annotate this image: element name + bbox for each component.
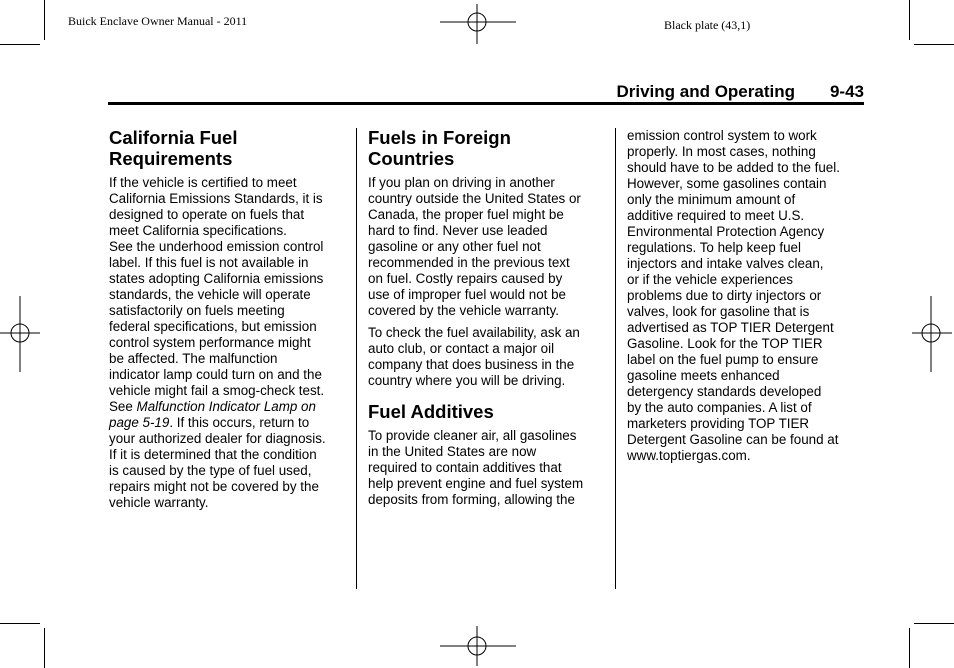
california-fuel-heading: California Fuel Requirements: [109, 127, 238, 169]
mil-cross-reference-link[interactable]: Malfunction Indicator Lamp on: [136, 399, 316, 414]
header-rule: [108, 102, 864, 105]
column-3: [627, 128, 865, 470]
foreign-fuels-paragraph-1: If you plan on driving in another country outside the United States or Canada, the proper fuel might be hard to find. Never use leaded gasoline or any other fuel not recommended in the previous text on fuel. Costly repairs caused by use of improper fuel would not be covered by the vehicle warranty.: [368, 175, 581, 318]
fuel-additives-heading: Fuel Additives: [368, 401, 494, 422]
crop-mark-bottom-right-v: [909, 628, 910, 668]
section-title: Driving and Operating: [616, 82, 795, 101]
column-divider-1: [356, 128, 357, 589]
registration-mark-top-icon: [440, 4, 516, 44]
california-fuel-paragraph: If the vehicle is certified to meet California Emissions Standards, it is designed to operate on fuels that meet California specifications. See the underhood emission control label. If this fuel is not available in states adopting California emissions standards, the vehicle will operate satisfactorily on fuels meeting federal specifications, but emission control system performance might be affected. The malfunction indicator lamp could turn on and the vehicle might fail a smog-check test. See Malfunction Indicator Lamp on page 5‑19. If this occurs, return to your authorized dealer for diagnosis. If it is determined that the condition is caused by the type of fuel used, repairs might not be covered by the vehicle warranty.: [109, 175, 326, 510]
fuel-additives-paragraph: To provide cleaner air, all gasolines in the United States are now required to contain additives that help prevent engine and fuel system deposits from forming, allowing the: [368, 428, 584, 507]
toptiergas-url[interactable]: www.toptiergas.com.: [627, 448, 751, 463]
registration-mark-left-icon: [0, 296, 40, 372]
column-2: [368, 127, 608, 514]
foreign-fuels-paragraph-2: To check the fuel availability, ask an auto club, or contact a major oil company that does business in the country where you will be driving.: [368, 325, 580, 388]
column-1: [109, 127, 349, 517]
crop-mark-top-left-h: [0, 44, 40, 45]
registration-mark-bottom-icon: [440, 626, 516, 666]
mil-page-reference-link[interactable]: page 5‑19: [109, 415, 170, 430]
crop-mark-bottom-left-v: [44, 628, 45, 668]
crop-mark-bottom-left-h: [0, 623, 40, 624]
crop-mark-bottom-right-h: [914, 623, 954, 624]
page-header: [108, 82, 864, 102]
crop-mark-top-right-v: [909, 0, 910, 40]
crop-mark-top-left-v: [44, 0, 45, 40]
registration-mark-right-icon: [912, 296, 952, 372]
foreign-fuels-heading: Fuels in Foreign Countries: [368, 127, 511, 169]
crop-mark-top-right-h: [914, 44, 954, 45]
fuel-additives-continued-paragraph: emission control system to work properly. In most cases, nothing should have to be added to the fuel. However, some gasolines contain only the minimum amount of additive required to meet U.S. Environmental Protection Agency regulations. To help keep fuel injectors and intake valves clean, or if the vehicle experiences problems due to dirty injectors or valves, look for gasoline that is advertised as TOP TIER Detergent Gasoline. Look for the TOP TIER label on the fuel pump to ensure gasoline meets enhanced detergency standards developed by the auto companies. A list of marketers providing TOP TIER Detergent Gasoline can be found at www.toptiergas.com.: [627, 128, 865, 464]
page-number: 9-43: [829, 82, 864, 101]
print-job-label: Buick Enclave Owner Manual - 2011: [68, 14, 248, 28]
column-divider-2: [615, 128, 616, 589]
plate-label: Black plate (43,1): [664, 18, 751, 32]
